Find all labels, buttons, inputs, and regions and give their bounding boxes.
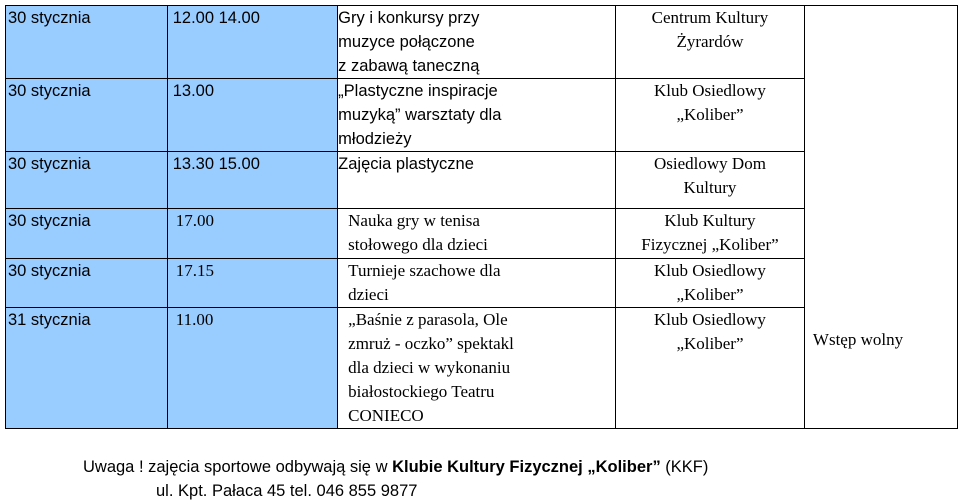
event-date: 30 stycznia — [8, 155, 91, 173]
time-cell — [167, 308, 337, 429]
event-place: Centrum Kultury Żyrardów — [651, 8, 769, 51]
time-cell — [167, 259, 337, 308]
event-cell — [338, 79, 616, 152]
event-title: Zajęcia plastyczne — [338, 155, 474, 173]
event-title: Nauka gry w tenisa stołowego dla dzieci — [348, 211, 488, 254]
time-cell — [167, 209, 337, 259]
event-date: 30 stycznia — [8, 82, 91, 100]
time-cell — [167, 152, 337, 209]
table-row — [6, 6, 958, 79]
place-cell — [616, 259, 805, 308]
footer-suffix: (KKF) — [660, 458, 709, 476]
event-time: 17.00 — [175, 211, 214, 230]
event-time: 13.00 — [172, 82, 215, 100]
event-time: 13.30 15.00 — [172, 155, 260, 173]
event-title: „Plastyczne inspiracje muzyką” warsztaty dla młodzieży — [338, 82, 502, 148]
date-cell — [6, 79, 168, 152]
place-cell — [616, 152, 805, 209]
time-cell — [167, 79, 337, 152]
event-cell — [338, 152, 616, 209]
events-table — [5, 5, 958, 429]
event-date: 30 stycznia — [8, 212, 91, 230]
place-cell — [616, 209, 805, 259]
event-fee: Wstęp wolny — [812, 330, 904, 349]
event-cell — [338, 308, 616, 429]
event-place: Klub Kultury Fizycznej „Koliber” — [641, 211, 779, 254]
date-cell — [6, 209, 168, 259]
event-cell — [338, 209, 616, 259]
place-cell — [616, 79, 805, 152]
event-time: 12.00 14.00 — [172, 9, 260, 27]
footer-prefix: Uwaga ! zajęcia sportowe odbywają się w — [83, 458, 393, 476]
date-cell — [6, 259, 168, 308]
event-cell — [338, 6, 616, 79]
place-cell — [616, 308, 805, 429]
date-cell — [6, 308, 168, 429]
footer-venue: Klubie Kultury Fizycznej „Koliber” — [392, 458, 661, 476]
event-title: „Baśnie z parasola, Ole zmruż - oczko” spektakl dla dzieci w wykonaniu białostockiego Teatru CONIECO — [348, 310, 514, 425]
date-cell — [6, 152, 168, 209]
event-place: Klub Osiedlowy „Koliber” — [654, 81, 766, 124]
event-date: 30 stycznia — [8, 9, 91, 27]
fee-cell — [804, 6, 957, 429]
time-cell — [167, 6, 337, 79]
event-place: Klub Osiedlowy „Koliber” — [654, 310, 766, 353]
event-place: Klub Osiedlowy „Koliber” — [654, 261, 766, 304]
place-cell — [616, 6, 805, 79]
event-title: Turnieje szachowe dla dzieci — [348, 261, 501, 304]
event-place: Osiedlowy Dom Kultury — [654, 154, 766, 197]
date-cell — [6, 6, 168, 79]
event-cell — [338, 259, 616, 308]
event-title: Gry i konkursy przy muzyce połączone z zabawą taneczną — [338, 9, 480, 75]
event-time: 11.00 — [175, 310, 214, 329]
event-date: 31 stycznia — [8, 311, 91, 329]
footer-line-1 — [83, 455, 953, 479]
event-date: 30 stycznia — [8, 262, 91, 280]
footer-note — [83, 455, 953, 503]
event-time: 17.15 — [175, 261, 214, 280]
footer-address: ul. Kpt. Pałaca 45 tel. 046 855 9877 — [156, 482, 418, 500]
